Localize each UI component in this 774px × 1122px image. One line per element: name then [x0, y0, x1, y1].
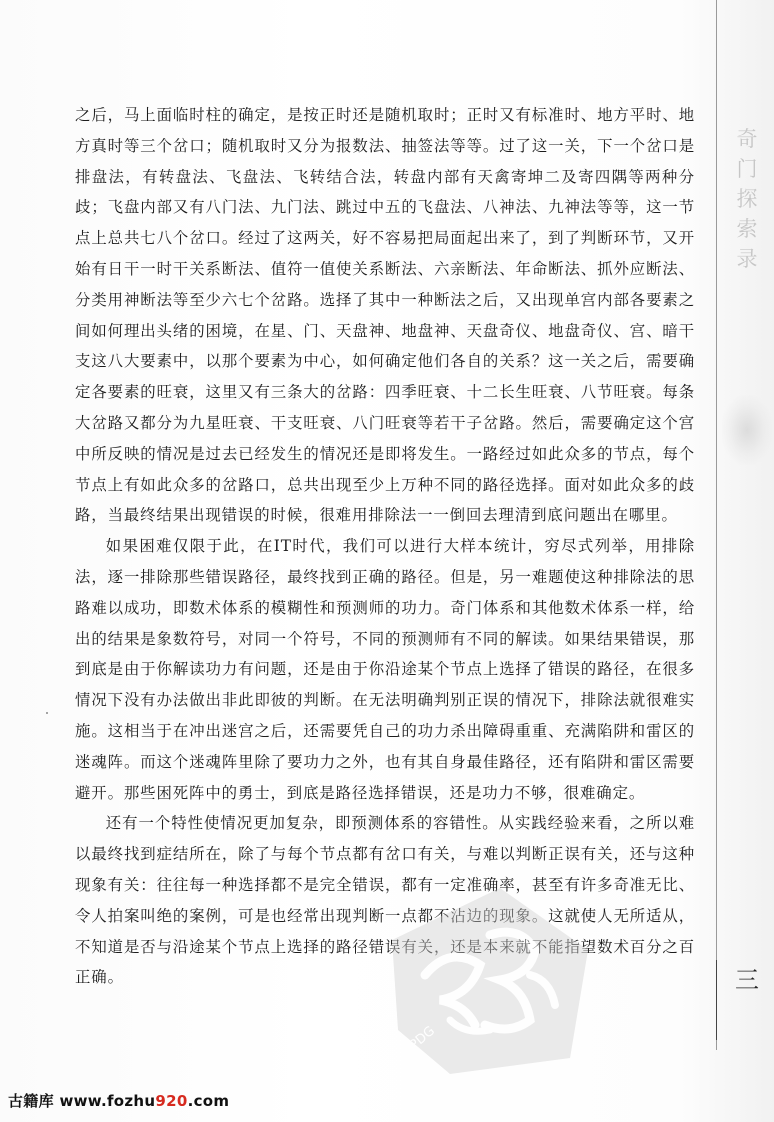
- watermark-seal: [380, 880, 600, 1080]
- footer-site-credit: [8, 1090, 229, 1111]
- footer-domain-prefix: www.fozhu: [59, 1092, 156, 1110]
- scan-speck: [46, 712, 48, 714]
- side-running-title: [730, 124, 764, 274]
- watermark-text: PDG: [406, 1023, 438, 1054]
- side-title-char: 门: [736, 157, 758, 181]
- side-title-char: 探: [736, 187, 758, 211]
- page-number: 三: [735, 966, 759, 994]
- paragraph-2: 如果困难仅限于此，在IT时代，我们可以进行大样本统计，穷尽式列举，用排除法，逐一排除那些错误路径，最终找到正确的路径。但是，另一难题使这种排除法的思路难以成功，即数术体系的模糊性和预测师的功力。奇门体系和其他数术体系一样，给出的结果是象数符号，对同一个符号，不同的预测师有不同的解读。如果结果错误，那到底是由于你解读功力有问题，还是由于你沿途某个节点上选择了错误的路径，在很多情况下没有办法做出非此即彼的判断。在无法明确判别正误的情况下，排除法就很难实施。这相当于在冲出迷宫之后，还需要凭自己的功力杀出障碍重重、充满陷阱和雷区的迷魂阵。而这个迷魂阵里除了要功力之外，也有其自身最佳路径，还有陷阱和雷区需要避开。那些困死阵中的勇士，到底是路径选择错误，还是功力不够，很难确定。: [75, 537, 695, 802]
- paragraph-3: 还有一个特性使情况更加复杂，即预测体系的容错性。从实践经验来看，之所以难以最终找到症结所在，除了与每个节点都有岔口有关，与难以判断正误有关，还与这种现象有关：往往每一种选择都不是完全错误，都有一定准确率，甚至有许多奇准无比、令人拍案叫绝的案例，可是也经常出现判断一点都不沾边的现象。这就使人无所适从，不知道是否与沿途某个节点上选择的路径错误有关，还是本来就不能指望数术百分之百正确。: [75, 814, 695, 987]
- footer-domain-accent: 920: [155, 1092, 188, 1110]
- margin-divider-line: [716, 0, 717, 1050]
- side-title-char: 奇: [736, 127, 758, 151]
- footer-domain-suffix: .com: [187, 1092, 230, 1110]
- margin-divider-line-dark: [716, 960, 717, 1040]
- paragraph-1: 之后，马上面临时柱的确定，是按正时还是随机取时；正时又有标准时、地方平时、地方真时等三个岔口；随机取时又分为报数法、抽签法等等。过了这一关，下一个岔口是排盘法，有转盘法、飞盘法、飞转结合法，转盘内部有天禽寄坤二及寄四隅等两种分歧；飞盘内部又有八门法、九门法、跳过中五的飞盘法、八神法、九神法等等，这一节点上总共七八个岔口。经过了这两关，好不容易把局面起出来了，到了判断环节，又开始有日干一时干关系断法、值符一值使关系断法、六亲断法、年命断法、抓外应断法、分类用神断法等至少六七个岔路。选择了其中一种断法之后，又出现单宫内部各要素之间如何理出头绪的困境，在星、门、天盘神、地盘神、天盘奇仪、地盘奇仪、宫、暗干支这八大要素中，以那个要素为中心，如何确定他们各自的关系？这一关之后，需要确定各要素的旺衰，这里又有三条大的岔路：四季旺衰、十二长生旺衰、八节旺衰。每条大岔路又都分为九星旺衰、干支旺衰、八门旺衰等若干子岔路。然后，需要确定这个宫中所反映的情况是过去已经发生的情况还是即将发生。一路经过如此众多的节点，每个节点上有如此众多的岔路口，总共出现至少上万种不同的路径选择。面对如此众多的歧路，当最终结果出现错误的时候，很难用排除法一一倒回去理清到底问题出在哪里。: [75, 106, 695, 525]
- side-title-char: 录: [736, 247, 758, 271]
- margin-scan-smudge: [722, 395, 772, 465]
- body-text: [75, 100, 695, 993]
- side-title-char: 索: [736, 217, 758, 241]
- footer-site-name: 古籍库: [8, 1092, 54, 1110]
